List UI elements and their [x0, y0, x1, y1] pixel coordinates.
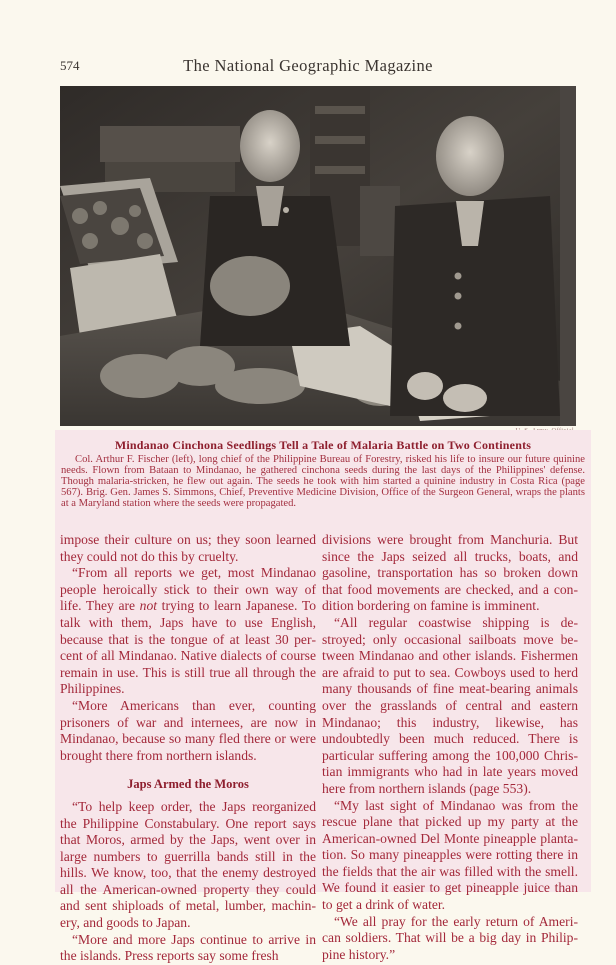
running-head	[0, 56, 616, 76]
caption-text: Col. Arthur F. Fischer (left), long chief of the Philippine Bureau of Forestry, risked his life to insure our future quinine needs. Flown from Bataan to Mindanao, he gathered cinchona seeds during the last days of the Philippines' defense. Though malaria-stricken, he flew out again. The seeds he took with him started a quinine industry in Costa Rica (page 567). Brig. Gen. James S. Simmons, Chief, Preventive Medicine Division, Office of the Surgeon General, wraps the plants at a Maryland station where the seeds were propagated.	[61, 454, 585, 510]
crate	[100, 126, 240, 162]
paragraph: “We all pray for the early return of American soldiers. That will be a big day in Philippine history.”	[322, 913, 578, 962]
photo-illustration	[60, 86, 576, 426]
photograph	[60, 86, 576, 426]
emphasis: not	[139, 598, 158, 614]
paragraph: impose their culture on us; they soon learned they could not do this by cruelty.	[60, 532, 316, 564]
magazine-title: The National Geographic Magazine	[183, 56, 433, 75]
paragraph: “To help keep order, the Japs reorganized the Philippine Constabulary. One report says that Moros, armed by the Japs, went over in large numbers to guerrilla bands still in the hills. We know, too, that the enemy destroyed all the American-owned property they could and sent shiploads of metal, lumber, machinery, and goods to Japan.	[60, 798, 316, 931]
paragraph: “From all reports we get, most Mindanao people heroically stick to their own way of life. They are not trying to learn Japanese. To talk with them, Japs have to use English, because that is the tongue of at least 30 percent of all Mindanao. Native dialects of course remain in use. This is still true all through the Philippines.	[60, 565, 316, 697]
paragraph: “My last sight of Mindanao was from the rescue plane that picked up my party at the American-owned Del Monte pineapple plantation. So many pineapples were rotting there in the fields that the air was filled with the smell. We found it easier to get pineapple juice than to get a drink of water.	[322, 797, 578, 913]
paragraph: “More and more Japs continue to arrive in the islands. Press reports say some fresh	[60, 931, 316, 964]
article-column-left	[60, 532, 316, 965]
page-number: 574	[60, 58, 80, 73]
caption-title: Mindanao Cinchona Seedlings Tell a Tale of Malaria Battle on Two Continents	[114, 438, 532, 452]
caption-body	[61, 454, 585, 509]
paragraph: “All regular coastwise shipping is destroyed; only occasional sailboats move between Mindanao and other islands. Fishermen are afraid to put to sea. Cowboys used to herd many thousands of fine meat-bearing animals over the grasslands of central and eastern Mindanao; this industry, likewise, has undoubtedly been much reduced. There is particular suffering among the 100,000 Christian immigrants who had in late years moved here from northern islands (page 553).	[322, 614, 578, 796]
paragraph: “More Americans than ever, counting prisoners of war and internees, are now in Mindanao, because so many fled there or were brought there from northern islands.	[60, 697, 316, 763]
article-column-right	[322, 532, 578, 963]
paragraph: divisions were brought from Manchuria. But since the Japs seized all trucks, boats, and gasoline, transportation has so broken down that food movements are checked, and a condition bordering on famine is imminent.	[322, 532, 578, 614]
section-subheading: Japs Armed the Moros	[127, 777, 249, 792]
